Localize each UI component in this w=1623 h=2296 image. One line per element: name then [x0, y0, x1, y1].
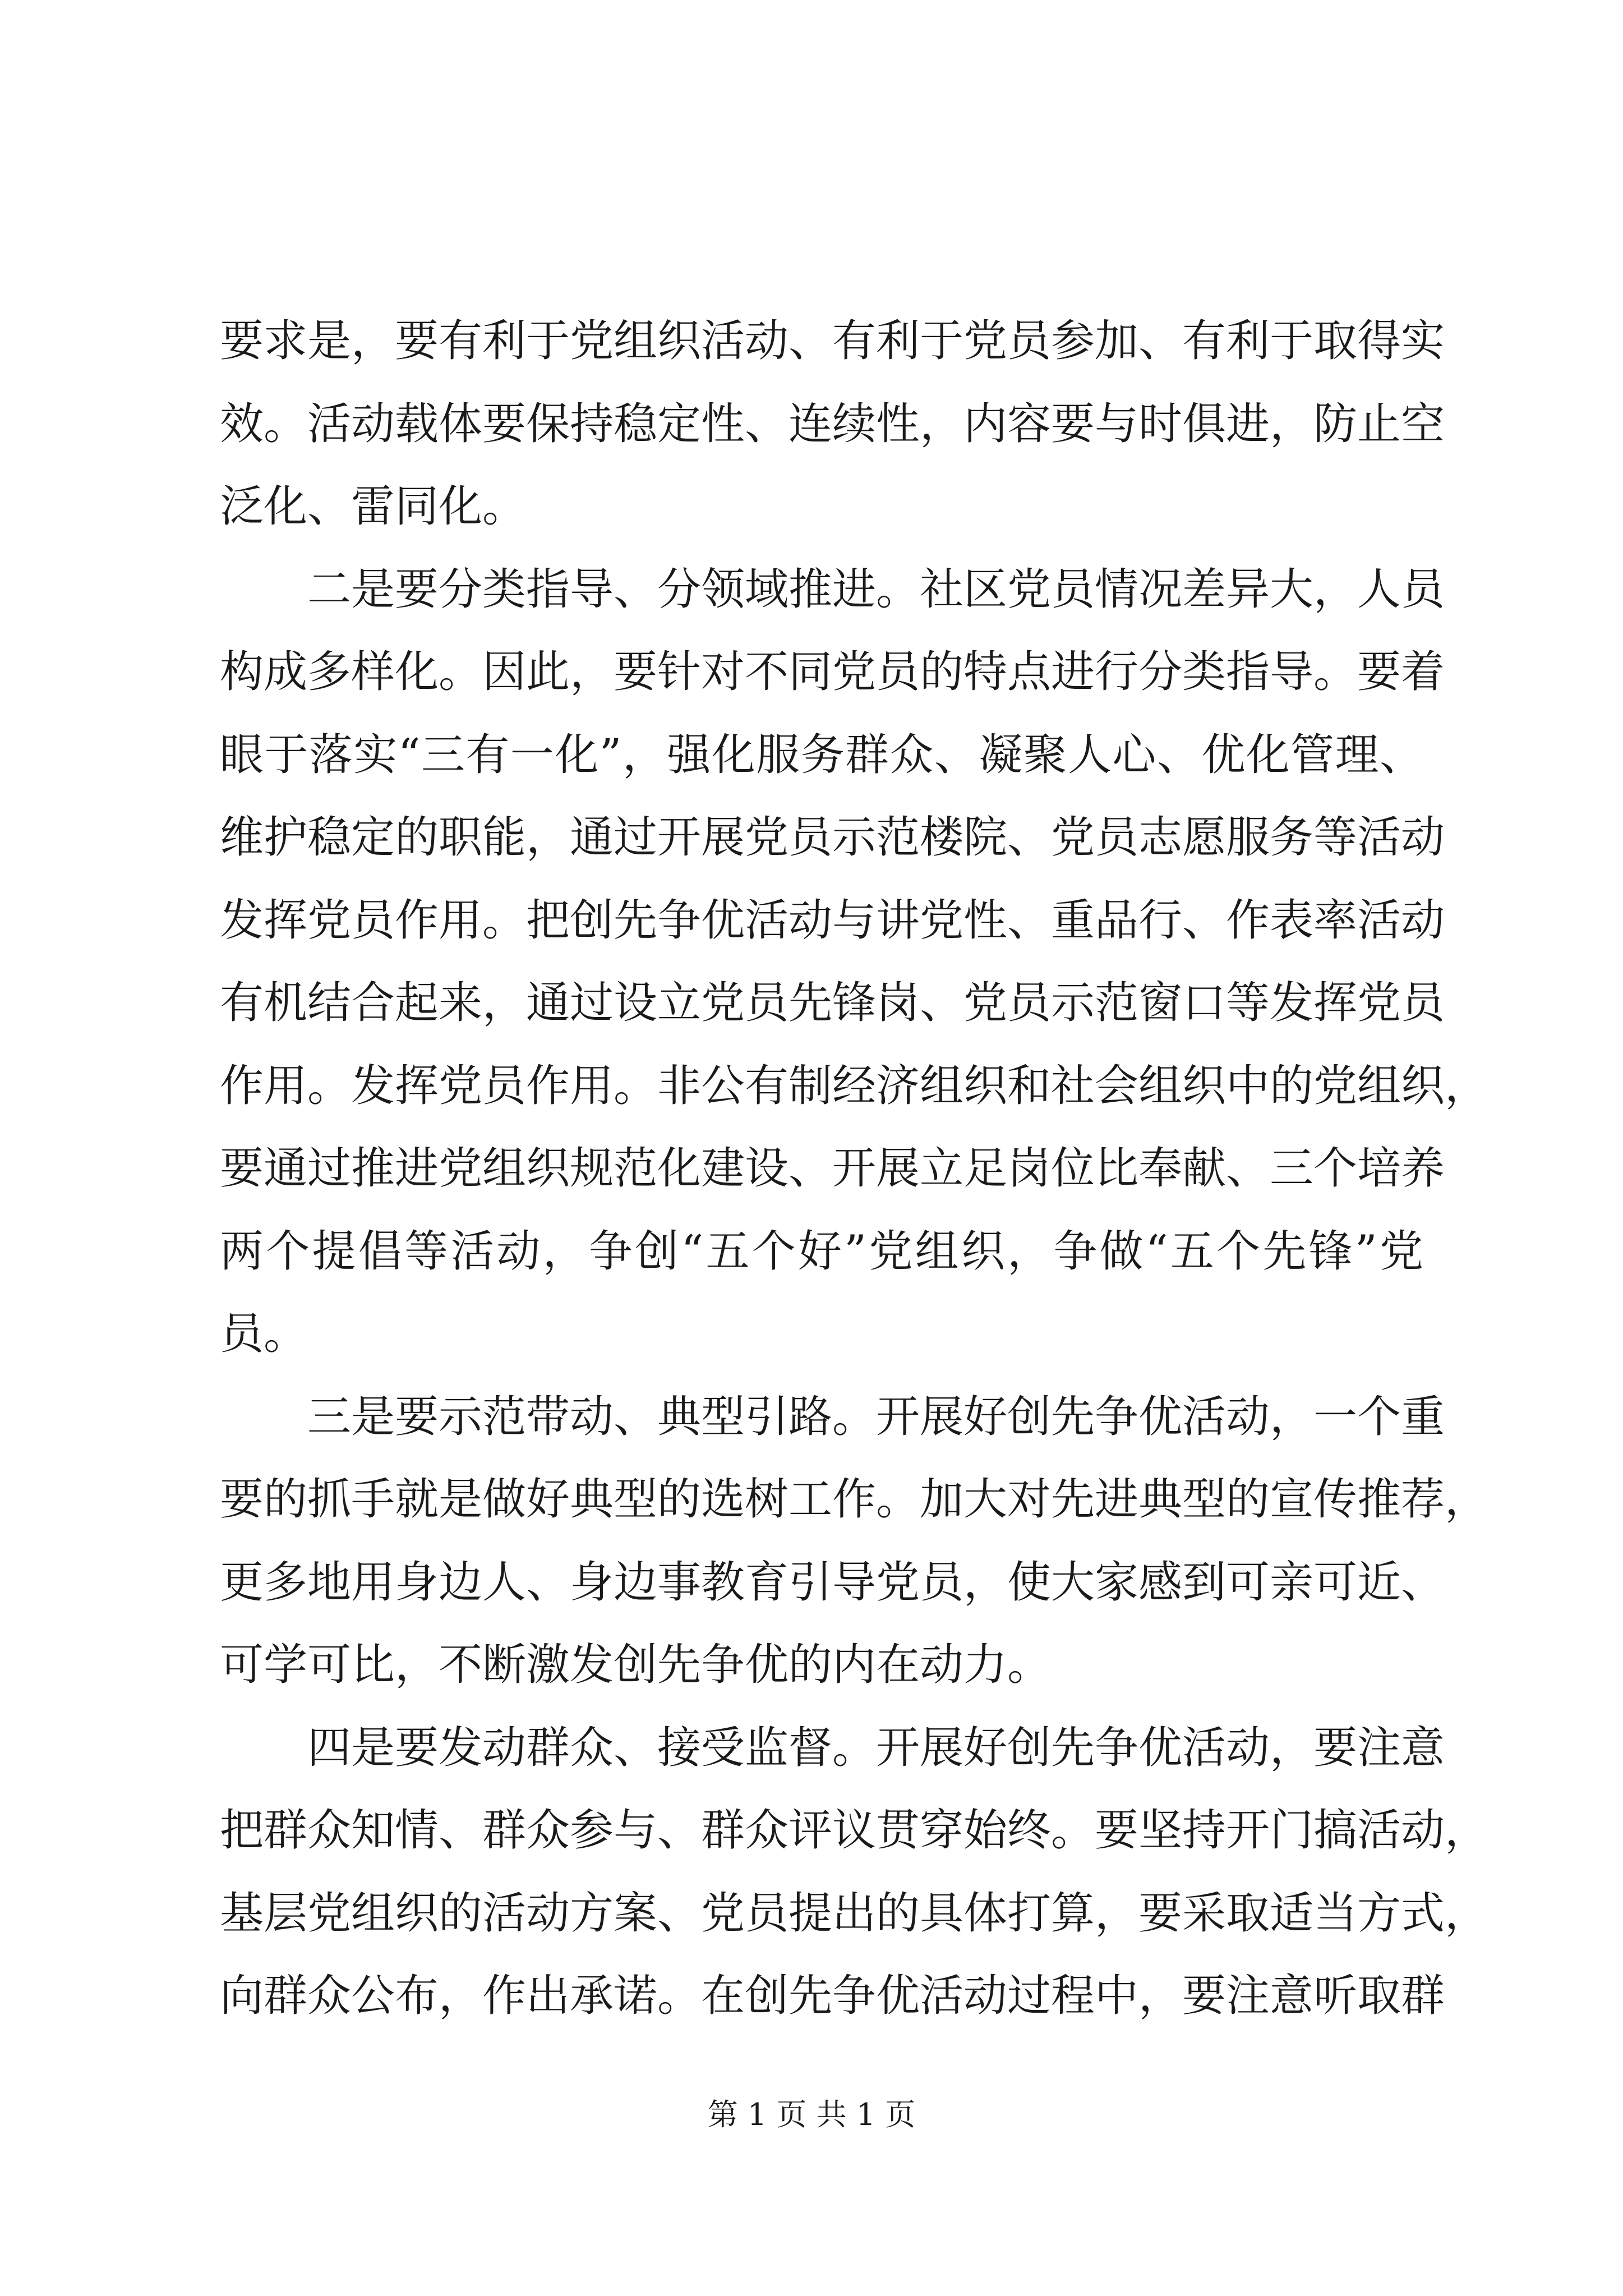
paragraph-line: 眼于落实“三有一化”，强化服务群众、凝聚人心、优化管理、 — [220, 729, 1423, 780]
paragraph-line: 要求是，要有利于党组织活动、有利于党员参加、有利于取得实 — [220, 316, 1445, 366]
paragraph-line: 泛化、雷同化。 — [220, 481, 527, 532]
paragraph-line: 四是要发动群众、接受监督。开展好创先争优活动，要注意 — [307, 1722, 1445, 1773]
paragraph-line: 基层党组织的活动方案、党员提出的具体打算，要采取适当方式， — [220, 1888, 1489, 1939]
paragraph-line: 维护稳定的职能，通过开展党员示范楼院、党员志愿服务等活动 — [220, 812, 1445, 863]
paragraph-line: 作用。发挥党员作用。非公有制经济组织和社会组织中的党组织， — [220, 1060, 1489, 1111]
paragraph-line: 二是要分类指导、分领域推进。社区党员情况差异大，人员 — [307, 564, 1445, 615]
paragraph-line: 三是要示范带动、典型引路。开展好创先争优活动，一个重 — [307, 1391, 1445, 1442]
paragraph-line: 发挥党员作用。把创先争优活动与讲党性、重品行、作表率活动 — [220, 895, 1445, 946]
paragraph-line: 要的抓手就是做好典型的选树工作。加大对先进典型的宣传推荐， — [220, 1474, 1489, 1525]
paragraph-line: 构成多样化。因此，要针对不同党员的特点进行分类指导。要着 — [220, 647, 1445, 697]
paragraph-line: 更多地用身边人、身边事教育引导党员，使大家感到可亲可近、 — [220, 1557, 1445, 1608]
paragraph-4 — [220, 1707, 1489, 2038]
paragraph-3 — [220, 1376, 1489, 1707]
paragraph-line: 员。 — [220, 1309, 308, 1359]
paragraph-2 — [220, 549, 1489, 1376]
paragraph-line: 向群众公布，作出承诺。在创先争优活动过程中，要注意听取群 — [220, 1971, 1445, 2021]
paragraph-line: 效。活动载体要保持稳定性、连续性，内容要与时俱进，防止空 — [220, 398, 1445, 449]
paragraph-line: 把群众知情、群众参与、群众评议贯穿始终。要坚持开门搞活动， — [220, 1805, 1489, 1856]
page-number-footer: 第 1 页 共 1 页 — [707, 2097, 916, 2132]
paragraph-1 — [220, 300, 1445, 549]
document-body — [220, 300, 1489, 2038]
paragraph-line: 有机结合起来，通过设立党员先锋岗、党员示范窗口等发挥党员 — [220, 978, 1445, 1028]
paragraph-line: 可学可比，不断激发创先争优的内在动力。 — [220, 1640, 1052, 1690]
paragraph-line: 两个提倡等活动，争创“五个好”党组织，争做“五个先锋”党 — [220, 1226, 1423, 1277]
paragraph-line: 要通过推进党组织规范化建设、开展立足岗位比奉献、三个培养 — [220, 1143, 1445, 1194]
